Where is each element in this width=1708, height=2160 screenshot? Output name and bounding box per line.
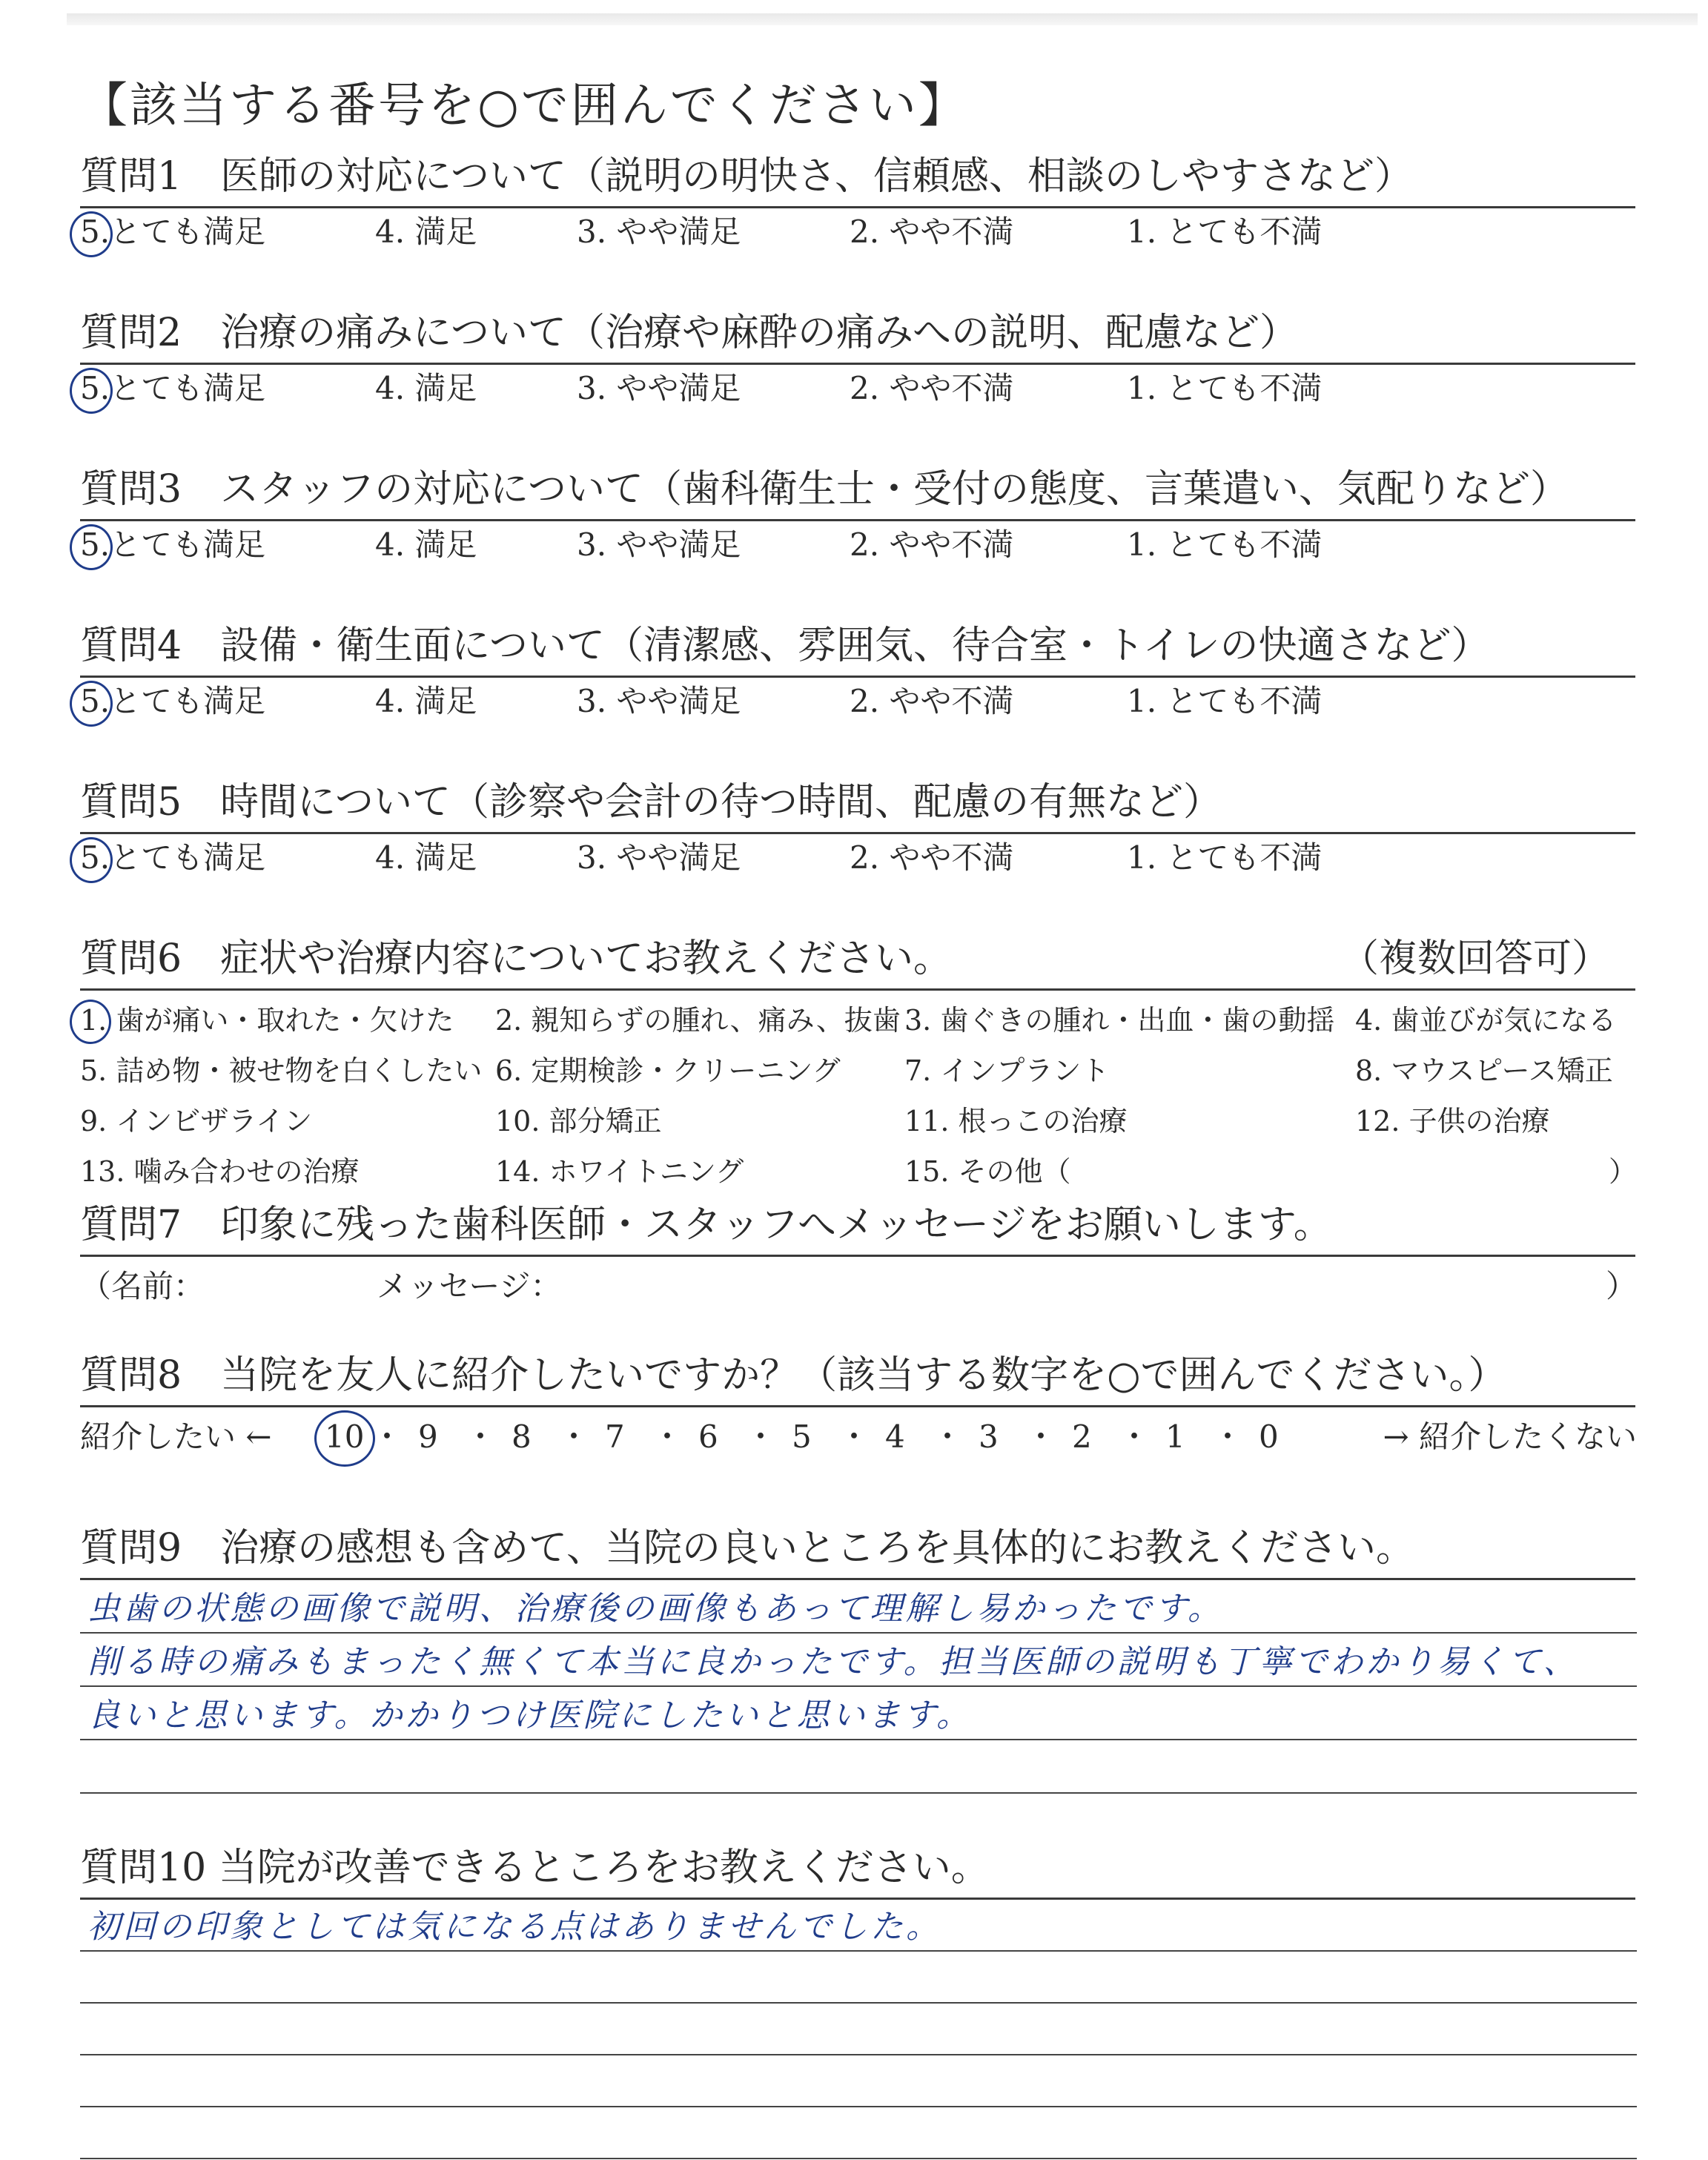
- scale-separator: ・: [932, 1418, 964, 1455]
- scale-value-2[interactable]: 2: [1072, 1418, 1092, 1455]
- scale-value-7[interactable]: 7: [605, 1418, 625, 1455]
- q6-option-11[interactable]: 11. 根っこの治療: [904, 1105, 1128, 1137]
- question-9: [80, 1519, 1637, 1794]
- scan-edge-shade: [67, 13, 1698, 25]
- rating-option-1[interactable]: 1. とても不満: [1127, 526, 1323, 563]
- q2-title: 質問2 治療の痛みについて（治療や麻酔の痛みへの説明、配慮など）: [80, 311, 1299, 355]
- rating-option-1[interactable]: 1. とても不満: [1127, 214, 1323, 250]
- survey-form: [80, 65, 1637, 2159]
- q4-options: [80, 678, 1637, 725]
- q6-option-3[interactable]: 3. 歯ぐきの腫れ・出血・歯の動揺: [904, 1004, 1335, 1037]
- question-10: [80, 1838, 1637, 2159]
- scale-separator: ・: [652, 1418, 683, 1455]
- rating-option-3[interactable]: 3. やや満足: [577, 214, 741, 250]
- question-4: [80, 616, 1637, 725]
- question-5: [80, 773, 1637, 882]
- q1-options: [80, 208, 1637, 256]
- q6-option-2[interactable]: 2. 親知らずの腫れ、痛み、抜歯: [495, 1004, 901, 1037]
- q10-answer-line[interactable]: [80, 1900, 1637, 1952]
- rating-option-3[interactable]: 3. やや満足: [577, 683, 741, 719]
- q5-options: [80, 834, 1637, 882]
- q9-answer-area: [80, 1580, 1637, 1794]
- q10-answer-line[interactable]: [80, 1952, 1637, 2004]
- question-2: [80, 303, 1637, 412]
- question-7: [80, 1195, 1637, 1316]
- rating-option-5[interactable]: 5.とても満足: [80, 370, 266, 406]
- q9-answer-line[interactable]: [80, 1634, 1637, 1687]
- q6-option-15[interactable]: 15. その他（: [904, 1155, 1071, 1188]
- q2-options: [80, 365, 1637, 412]
- scale-separator: ・: [558, 1418, 590, 1455]
- message-field-label: メッセージ：: [377, 1268, 562, 1304]
- q6-multiple-answers-note: （複数回答可）: [1340, 937, 1610, 981]
- rating-option-4[interactable]: 4. 満足: [375, 370, 477, 406]
- q6-option-10[interactable]: 10. 部分矯正: [495, 1105, 662, 1137]
- q3-title: 質問3 スタッフの対応について（歯科衛生士・受付の態度、言葉遣い、気配りなど）: [80, 467, 1569, 512]
- rating-option-5[interactable]: 5.とても満足: [80, 839, 266, 876]
- q6-option-5[interactable]: 5. 詰め物・被せ物を白くしたい: [80, 1054, 483, 1087]
- q6-title-row: [80, 929, 1637, 988]
- scale-value-4[interactable]: 4: [885, 1418, 905, 1455]
- q1-title: 質問1 医師の対応について（説明の明快さ、信頼感、相談のしやすさなど）: [80, 154, 1413, 199]
- q6-options: [80, 991, 1637, 1195]
- scale-separator: ・: [838, 1418, 870, 1455]
- rating-option-4[interactable]: 4. 満足: [375, 683, 477, 719]
- q5-title: 質問5 時間について（診察や会計の待つ時間、配慮の有無など）: [80, 780, 1222, 825]
- q10-handwritten-text: 初回の印象としては気になる点はありませんでした。: [87, 1908, 941, 1946]
- q3-options: [80, 521, 1637, 569]
- question-6: [80, 929, 1637, 1195]
- rating-option-2[interactable]: 2. やや不満: [850, 526, 1014, 563]
- q7-title: 質問7 印象に残った歯科医師・スタッフへメッセージをお願いします。: [80, 1203, 1332, 1247]
- form-title: 【該当する番号を○で囲んでください】: [80, 79, 968, 133]
- q9-answer-line[interactable]: [80, 1740, 1637, 1794]
- rating-option-2[interactable]: 2. やや不満: [850, 370, 1014, 406]
- rating-option-4[interactable]: 4. 満足: [375, 526, 477, 563]
- q9-answer-line[interactable]: [80, 1580, 1637, 1634]
- rating-option-5[interactable]: 5.とても満足: [80, 526, 266, 563]
- rating-option-1[interactable]: 1. とても不満: [1127, 683, 1323, 719]
- scale-separator: ・: [1212, 1418, 1244, 1455]
- q10-answer-line[interactable]: [80, 2004, 1637, 2055]
- q4-title: 質問4 設備・衛生面について（清潔感、雰囲気、待合室・トイレの快適さなど）: [80, 624, 1490, 668]
- rating-option-2[interactable]: 2. やや不満: [850, 839, 1014, 876]
- rating-option-4[interactable]: 4. 満足: [375, 839, 477, 876]
- scale-value-6[interactable]: 6: [698, 1418, 718, 1455]
- q6-option-4[interactable]: 4. 歯並びが気になる: [1355, 1004, 1617, 1037]
- q7-fields: [80, 1257, 1637, 1316]
- rating-option-4[interactable]: 4. 満足: [375, 214, 477, 250]
- q6-title: 質問6 症状や治療内容についてお教えください。: [80, 937, 953, 981]
- q9-handwritten-text: 削る時の痛みもまったく無くて本当に良かったです。担当医師の説明も丁寧でわかり易くて、: [87, 1643, 1579, 1681]
- q10-title: 質問10 当院が改善できるところをお教えください。: [80, 1846, 990, 1890]
- q6-option-14[interactable]: 14. ホワイトニング: [495, 1155, 744, 1188]
- q6-option-8[interactable]: 8. マウスピース矯正: [1355, 1054, 1613, 1087]
- question-3: [80, 460, 1637, 569]
- q9-handwritten-text: 虫歯の状態の画像で説明、治療後の画像もあって理解し易かったです。: [87, 1590, 1224, 1628]
- scale-separator: ・: [1025, 1418, 1057, 1455]
- q6-option-9[interactable]: 9. インビザライン: [80, 1105, 313, 1137]
- q10-answer-line[interactable]: [80, 2055, 1637, 2107]
- rating-option-1[interactable]: 1. とても不満: [1127, 370, 1323, 406]
- name-field-label: （名前：: [80, 1268, 205, 1304]
- q8-title: 質問8 当院を友人に紹介したいですか？（該当する数字を○で囲んでください。）: [80, 1353, 1507, 1398]
- scale-right-label: → 紹介したくない: [1383, 1418, 1637, 1455]
- scale-value-8[interactable]: 8: [512, 1418, 532, 1455]
- question-1: [80, 147, 1637, 256]
- rating-option-3[interactable]: 3. やや満足: [577, 526, 741, 563]
- referral-scale: [80, 1407, 1637, 1467]
- q6-option-7[interactable]: 7. インプラント: [904, 1054, 1110, 1087]
- q9-answer-line[interactable]: [80, 1687, 1637, 1740]
- rating-option-5[interactable]: 5.とても満足: [80, 214, 266, 250]
- q6-option-12[interactable]: 12. 子供の治療: [1355, 1105, 1550, 1137]
- q9-handwritten-text: 良いと思います。かかりつけ医院にしたいと思います。: [87, 1697, 972, 1734]
- rating-option-1[interactable]: 1. とても不満: [1127, 839, 1323, 876]
- q10-answer-area: [80, 1900, 1637, 2159]
- q6-option-1[interactable]: 1. 歯が痛い・取れた・欠けた: [80, 1004, 454, 1037]
- scale-separator: ・: [465, 1418, 497, 1455]
- scale-value-10[interactable]: 10: [325, 1418, 365, 1455]
- rating-option-3[interactable]: 3. やや満足: [577, 370, 741, 406]
- q9-title: 質問9 治療の感想も含めて、当院の良いところを具体的にお教えください。: [80, 1526, 1415, 1571]
- scale-value-9[interactable]: 9: [418, 1418, 438, 1455]
- question-8: [80, 1346, 1637, 1467]
- scale-value-3[interactable]: 3: [979, 1418, 999, 1455]
- rating-option-5[interactable]: 5.とても満足: [80, 683, 266, 719]
- q6-option-6[interactable]: 6. 定期検診・クリーニング: [495, 1054, 841, 1087]
- q7-close-paren: ）: [1605, 1268, 1637, 1304]
- rating-option-3[interactable]: 3. やや満足: [577, 839, 741, 876]
- scale-value-0[interactable]: 0: [1259, 1418, 1279, 1455]
- scale-left-label: 紹介したい ←: [80, 1418, 272, 1455]
- q6-option-13[interactable]: 13. 噛み合わせの治療: [80, 1155, 360, 1188]
- q10-answer-line[interactable]: [80, 2107, 1637, 2159]
- scale-value-5[interactable]: 5: [792, 1418, 812, 1455]
- scale-separator: ・: [371, 1418, 403, 1455]
- q6-other-close-paren: ）: [1608, 1155, 1637, 1188]
- rating-option-2[interactable]: 2. やや不満: [850, 214, 1014, 250]
- scale-separator: ・: [745, 1418, 777, 1455]
- rating-option-2[interactable]: 2. やや不満: [850, 683, 1014, 719]
- scale-value-1[interactable]: 1: [1165, 1418, 1185, 1455]
- scale-separator: ・: [1119, 1418, 1151, 1455]
